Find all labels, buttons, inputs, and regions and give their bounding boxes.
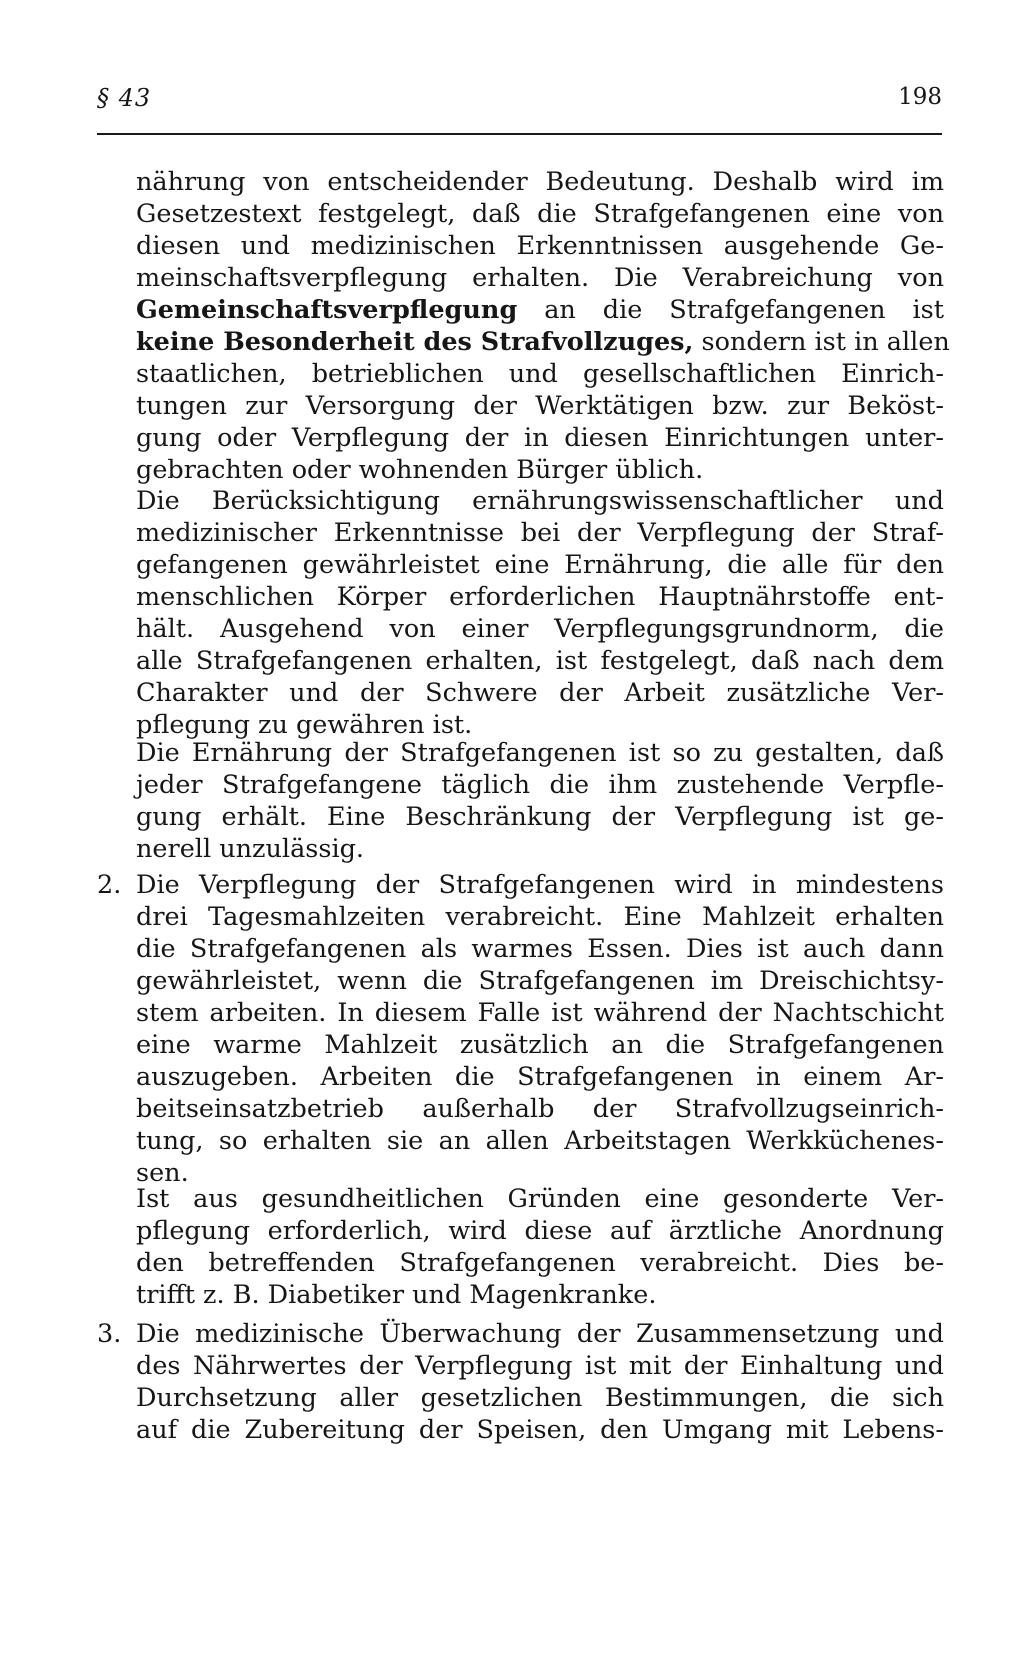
text-line: gewährleistet, wenn die Strafgefangenen im Dreischichtsy- bbox=[136, 966, 944, 996]
text-line: auszugeben. Arbeiten die Strafgefangenen in einem Ar- bbox=[136, 1062, 944, 1092]
text-line: medizinischer Erkenntnisse bei der Verpflegung der Straf- bbox=[136, 518, 944, 548]
list-number: 3. bbox=[97, 1319, 122, 1349]
bold-term: Gemeinschaftsverpflegung bbox=[136, 295, 518, 325]
header-rule bbox=[97, 133, 942, 135]
line-remainder: sondern ist in allen bbox=[693, 327, 950, 357]
text-line: die Strafgefangenen als warmes Essen. Dies ist auch dann bbox=[136, 934, 944, 964]
text-line bbox=[136, 294, 944, 326]
text-line: den betreffenden Strafgefangenen verabreicht. Dies be- bbox=[136, 1248, 944, 1278]
text-line: sen. bbox=[136, 1158, 189, 1188]
text-line: Gesetzestext festgelegt, daß die Strafgefangenen eine von bbox=[136, 199, 944, 229]
text-line: hält. Ausgehend von einer Verpflegungsgrundnorm, die bbox=[136, 614, 944, 644]
text-line: Die Ernährung der Strafgefangenen ist so zu gestalten, daß bbox=[136, 738, 944, 768]
text-line: tungen zur Versorgung der Werktätigen bzw. zur Beköst- bbox=[136, 391, 944, 421]
text-line: stem arbeiten. In diesem Falle ist während der Nachtschicht bbox=[136, 998, 944, 1028]
paragraph bbox=[136, 1183, 944, 1311]
section-reference: § 43 bbox=[97, 84, 152, 112]
text-line: nährung von entscheidender Bedeutung. Deshalb wird im bbox=[136, 167, 944, 197]
paragraph bbox=[136, 485, 944, 741]
text-line: gefangenen gewährleistet eine Ernährung, die alle für den bbox=[136, 550, 944, 580]
text-line: meinschaftsverpflegung erhalten. Die Verabreichung von bbox=[136, 263, 944, 293]
text-line: beitseinsatzbetrieb außerhalb der Strafvollzugseinrich- bbox=[136, 1094, 944, 1124]
text-line: Die Berücksichtigung ernährungswissenschaftlicher und bbox=[136, 486, 944, 516]
text-line: alle Strafgefangenen erhalten, ist festgelegt, daß nach dem bbox=[136, 646, 944, 676]
text-line: gung oder Verpflegung der in diesen Einrichtungen unter- bbox=[136, 423, 944, 453]
text-line: jeder Strafgefangene täglich die ihm zustehende Verpfle- bbox=[136, 770, 944, 800]
text-line: menschlichen Körper erforderlichen Hauptnährstoffe ent- bbox=[136, 582, 944, 612]
paragraph bbox=[136, 166, 950, 486]
page-number: 198 bbox=[898, 84, 942, 110]
bold-term: keine Besonderheit des Strafvollzuges, bbox=[136, 327, 694, 357]
text-line: Ist aus gesundheitlichen Gründen eine gesonderte Ver- bbox=[136, 1184, 944, 1214]
text-line: gebrachten oder wohnenden Bürger üblich. bbox=[136, 455, 704, 485]
text-line: Durchsetzung aller gesetzlichen Bestimmungen, die sich bbox=[136, 1383, 944, 1413]
text-line: Die Verpflegung der Strafgefangenen wird in mindestens bbox=[136, 870, 944, 900]
text-line: diesen und medizinischen Erkenntnissen ausgehende Ge- bbox=[136, 231, 944, 261]
text-line: auf die Zubereitung der Speisen, den Umgang mit Lebens- bbox=[136, 1415, 944, 1445]
paragraph bbox=[136, 737, 944, 865]
list-number: 2. bbox=[97, 870, 122, 900]
text-line: pflegung erforderlich, wird diese auf ärztliche Anordnung bbox=[136, 1216, 944, 1246]
text-line: Charakter und der Schwere der Arbeit zusätzliche Ver- bbox=[136, 678, 944, 708]
text-line: trifft z. B. Diabetiker und Magenkranke. bbox=[136, 1280, 657, 1310]
text-line: eine warme Mahlzeit zusätzlich an die Strafgefangenen bbox=[136, 1030, 944, 1060]
text-line: nerell unzulässig. bbox=[136, 834, 365, 864]
line-remainder: an die Strafgefangenen ist bbox=[517, 295, 944, 325]
text-line: staatlichen, betrieblichen und gesellschaftlichen Einrich- bbox=[136, 359, 944, 389]
paragraph bbox=[136, 869, 944, 1189]
paragraph bbox=[136, 1318, 944, 1446]
page-header bbox=[97, 84, 942, 124]
text-line: pflegung zu gewähren ist. bbox=[136, 710, 473, 740]
text-line: des Nährwertes der Verpflegung ist mit der Einhaltung und bbox=[136, 1351, 944, 1381]
text-line: gung erhält. Eine Beschränkung der Verpflegung ist ge- bbox=[136, 802, 944, 832]
text-line: drei Tagesmahlzeiten verabreicht. Eine Mahlzeit erhalten bbox=[136, 902, 944, 932]
text-line: tung, so erhalten sie an allen Arbeitstagen Werkküchenes- bbox=[136, 1126, 944, 1156]
text-line bbox=[136, 326, 950, 358]
text-line: Die medizinische Überwachung der Zusammensetzung und bbox=[136, 1319, 944, 1349]
